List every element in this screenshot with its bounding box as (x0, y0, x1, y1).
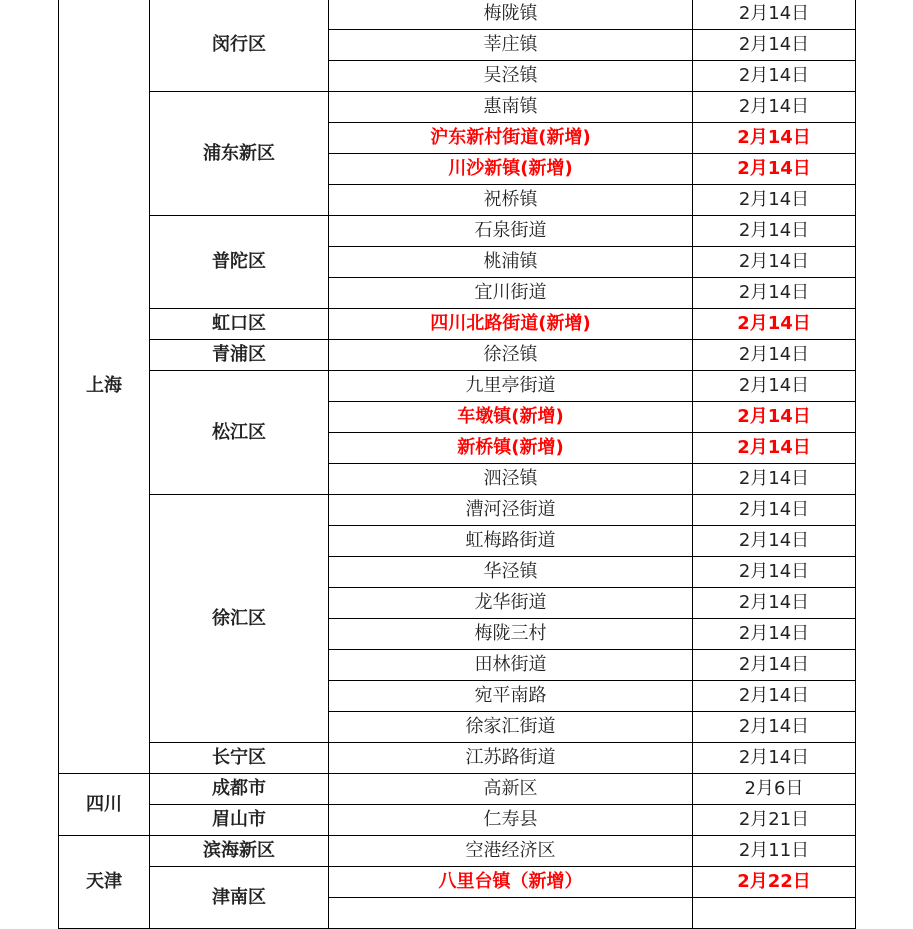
town-cell: 虹梅路街道 (329, 526, 693, 557)
date-cell: 2月14日 (693, 526, 856, 557)
town-cell: 仁寿县 (329, 805, 693, 836)
town-cell-new: 四川北路街道(新增) (329, 309, 693, 340)
date-cell: 2月14日 (693, 371, 856, 402)
town-cell: 石泉街道 (329, 216, 693, 247)
table-row (59, 309, 856, 340)
date-cell: 2月11日 (693, 836, 856, 867)
town-cell: 高新区 (329, 774, 693, 805)
table-row (59, 92, 856, 123)
town-cell: 江苏路街道 (329, 743, 693, 774)
table-row (59, 836, 856, 867)
date-cell: 2月14日 (693, 588, 856, 619)
district-cell: 长宁区 (150, 743, 329, 774)
town-cell: 莘庄镇 (329, 30, 693, 61)
district-cell: 津南区 (150, 867, 329, 929)
date-cell-new: 2月14日 (693, 433, 856, 464)
town-cell: 华泾镇 (329, 557, 693, 588)
town-cell: 田林街道 (329, 650, 693, 681)
district-cell: 成都市 (150, 774, 329, 805)
table-row (59, 774, 856, 805)
province-cell: 四川 (59, 774, 150, 836)
date-cell: 2月14日 (693, 247, 856, 278)
town-cell-new: 沪东新村街道(新增) (329, 123, 693, 154)
town-cell-new: 新桥镇(新增) (329, 433, 693, 464)
town-cell: 龙华街道 (329, 588, 693, 619)
town-cell: 徐泾镇 (329, 340, 693, 371)
date-cell-new: 2月14日 (693, 402, 856, 433)
table-body (59, 0, 856, 929)
date-cell: 2月14日 (693, 495, 856, 526)
date-cell: 2月14日 (693, 340, 856, 371)
town-cell: 泗泾镇 (329, 464, 693, 495)
town-cell: 漕河泾街道 (329, 495, 693, 526)
date-cell-new: 2月14日 (693, 123, 856, 154)
table-row (59, 743, 856, 774)
date-cell: 2月14日 (693, 464, 856, 495)
date-cell: 2月21日 (693, 805, 856, 836)
date-cell (693, 898, 856, 929)
town-cell: 吴泾镇 (329, 61, 693, 92)
town-cell: 九里亭街道 (329, 371, 693, 402)
town-cell: 空港经济区 (329, 836, 693, 867)
date-cell: 2月14日 (693, 712, 856, 743)
town-cell: 梅陇三村 (329, 619, 693, 650)
date-cell: 2月14日 (693, 185, 856, 216)
date-cell: 2月14日 (693, 216, 856, 247)
district-cell: 浦东新区 (150, 92, 329, 216)
table-row (59, 216, 856, 247)
district-cell: 眉山市 (150, 805, 329, 836)
table-row (59, 805, 856, 836)
district-cell: 青浦区 (150, 340, 329, 371)
risk-area-table (58, 0, 856, 929)
town-cell: 徐家汇街道 (329, 712, 693, 743)
date-cell: 2月14日 (693, 650, 856, 681)
date-cell: 2月6日 (693, 774, 856, 805)
date-cell-new: 2月14日 (693, 309, 856, 340)
province-cell: 天津 (59, 836, 150, 929)
province-cell: 上海 (59, 0, 150, 774)
table-row (59, 867, 856, 898)
town-cell-new: 八里台镇（新增） (329, 867, 693, 898)
district-cell: 滨海新区 (150, 836, 329, 867)
town-cell: 宜川街道 (329, 278, 693, 309)
table-row (59, 371, 856, 402)
district-cell: 徐汇区 (150, 495, 329, 743)
town-cell-new: 川沙新镇(新增) (329, 154, 693, 185)
date-cell: 2月14日 (693, 743, 856, 774)
date-cell: 2月14日 (693, 0, 856, 30)
town-cell: 梅陇镇 (329, 0, 693, 30)
table-row (59, 495, 856, 526)
table-row (59, 340, 856, 371)
date-cell: 2月14日 (693, 30, 856, 61)
date-cell: 2月14日 (693, 278, 856, 309)
table-row (59, 0, 856, 30)
town-cell-new: 车墩镇(新增) (329, 402, 693, 433)
town-cell: 祝桥镇 (329, 185, 693, 216)
date-cell: 2月14日 (693, 92, 856, 123)
district-cell: 松江区 (150, 371, 329, 495)
town-cell: 惠南镇 (329, 92, 693, 123)
date-cell-new: 2月22日 (693, 867, 856, 898)
district-cell: 虹口区 (150, 309, 329, 340)
date-cell: 2月14日 (693, 557, 856, 588)
district-cell: 普陀区 (150, 216, 329, 309)
district-cell: 闵行区 (150, 0, 329, 92)
town-cell (329, 898, 693, 929)
town-cell: 宛平南路 (329, 681, 693, 712)
date-cell: 2月14日 (693, 619, 856, 650)
date-cell: 2月14日 (693, 681, 856, 712)
date-cell-new: 2月14日 (693, 154, 856, 185)
date-cell: 2月14日 (693, 61, 856, 92)
town-cell: 桃浦镇 (329, 247, 693, 278)
